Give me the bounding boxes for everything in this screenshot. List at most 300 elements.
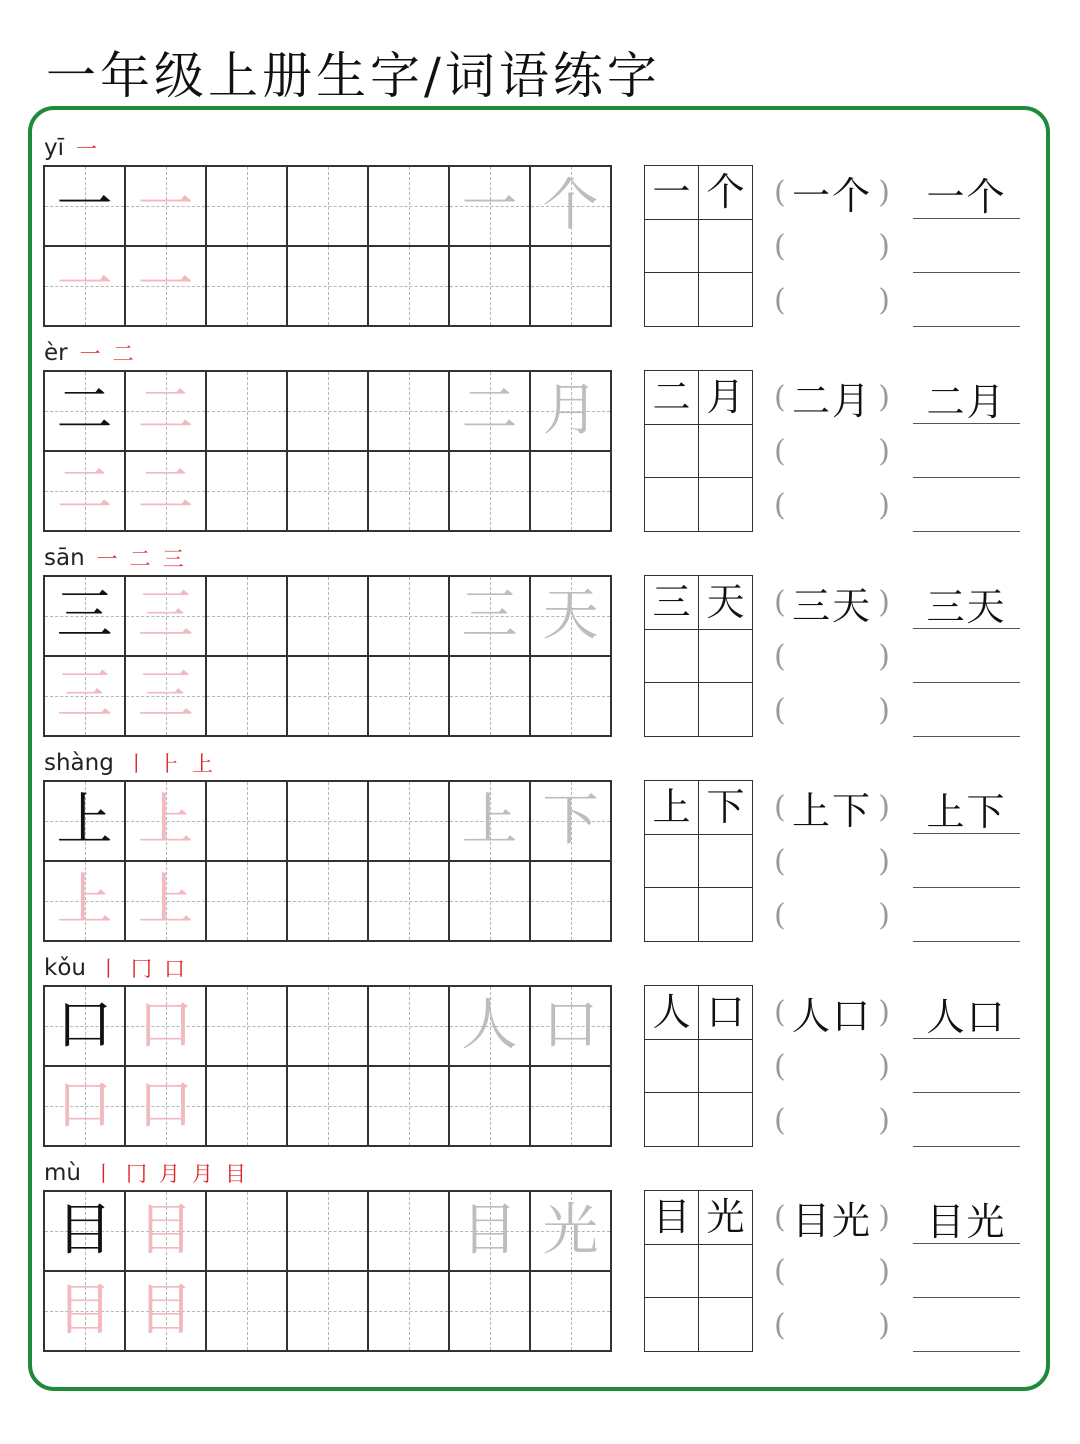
tianzige-cell[interactable] [288, 862, 369, 942]
tianzige-cell[interactable] [45, 782, 126, 862]
tianzige-practice-grid [43, 370, 612, 532]
tianzige-cell[interactable] [126, 1272, 207, 1352]
left-paren: ( [774, 897, 786, 933]
parenthesis-row[interactable] [774, 424, 890, 478]
word-cell[interactable] [645, 576, 699, 630]
word-cell[interactable] [699, 1298, 753, 1352]
stroke-order-step: 月 [191, 1162, 213, 1186]
underline-word: 上下 [926, 790, 1007, 834]
parenthesis-word: 人口 [791, 993, 872, 1038]
right-paren: ) [878, 584, 890, 620]
tianzige-cell[interactable] [207, 452, 288, 532]
stroke-order-step: 二 [112, 342, 134, 366]
ghost-word-character: 人 [461, 993, 518, 1058]
trace-character: 上 [56, 868, 113, 933]
word-cell[interactable] [645, 371, 699, 425]
ghost-word-character: 二 [461, 378, 518, 443]
left-paren: ( [774, 379, 786, 415]
word-cell[interactable] [699, 630, 753, 684]
word-character: 人 [652, 990, 691, 1035]
tianzige-cell[interactable] [450, 167, 531, 247]
underline-practice [913, 575, 1020, 737]
left-paren: ( [774, 433, 786, 469]
parenthesis-practice [774, 165, 890, 327]
trace-character: 上 [137, 868, 194, 933]
word-character: 月 [706, 375, 745, 420]
tianzige-cell[interactable] [207, 577, 288, 657]
tianzige-cell[interactable] [126, 782, 207, 862]
word-cell[interactable] [699, 986, 753, 1040]
tianzige-cell[interactable] [450, 1272, 531, 1352]
tianzige-cell[interactable] [369, 167, 450, 247]
trace-character: 目 [56, 1278, 113, 1343]
right-paren: ) [878, 1048, 890, 1084]
word-character: 口 [706, 990, 745, 1035]
pinyin-label: èr [44, 340, 68, 366]
right-paren: ) [878, 1307, 890, 1343]
trace-character: 一 [56, 253, 113, 318]
model-character: 二 [56, 378, 113, 443]
tianzige-cell[interactable] [288, 247, 369, 327]
tianzige-cell[interactable] [45, 247, 126, 327]
tianzige-cell[interactable] [531, 862, 612, 942]
tianzige-cell[interactable] [450, 657, 531, 737]
tianzige-cell[interactable] [531, 987, 612, 1067]
word-character: 目 [652, 1195, 691, 1240]
tianzige-cell[interactable] [45, 1272, 126, 1352]
writing-line[interactable] [913, 683, 1020, 737]
pinyin-line [44, 951, 185, 985]
parenthesis-row[interactable] [774, 1298, 890, 1352]
word-cell[interactable] [699, 1093, 753, 1147]
parenthesis-row[interactable] [774, 985, 890, 1039]
word-cell[interactable] [645, 1040, 699, 1094]
writing-line[interactable] [913, 1190, 1020, 1244]
word-cell[interactable] [645, 986, 699, 1040]
tianzige-cell[interactable] [288, 452, 369, 532]
tianzige-cell[interactable] [369, 577, 450, 657]
parenthesis-practice [774, 985, 890, 1147]
left-paren: ( [774, 638, 786, 674]
ghost-word-character: 个 [542, 173, 599, 238]
tianzige-cell[interactable] [531, 167, 612, 247]
pinyin-line [44, 1156, 246, 1190]
tianzige-cell[interactable] [288, 1192, 369, 1272]
tianzige-cell[interactable] [369, 452, 450, 532]
right-paren: ) [878, 1102, 890, 1138]
parenthesis-practice [774, 370, 890, 532]
underline-word: 目光 [926, 1200, 1007, 1244]
tianzige-cell[interactable] [450, 1067, 531, 1147]
tianzige-cell[interactable] [450, 372, 531, 452]
model-character: 口 [56, 993, 113, 1058]
tianzige-cell[interactable] [531, 1192, 612, 1272]
parenthesis-row[interactable] [774, 780, 890, 834]
left-paren: ( [774, 1253, 786, 1289]
parenthesis-row[interactable] [774, 834, 890, 888]
pinyin-label: mù [44, 1160, 81, 1186]
parenthesis-row[interactable] [774, 1190, 890, 1244]
tianzige-cell[interactable] [369, 1067, 450, 1147]
writing-line[interactable] [913, 985, 1020, 1039]
tianzige-cell[interactable] [369, 782, 450, 862]
stroke-order-step: 一 [76, 137, 98, 161]
ghost-word-character: 一 [461, 173, 518, 238]
writing-line[interactable] [913, 478, 1020, 532]
parenthesis-row[interactable] [774, 478, 890, 532]
word-practice-grid [644, 575, 753, 737]
word-cell[interactable] [645, 630, 699, 684]
tianzige-cell[interactable] [45, 657, 126, 737]
tianzige-cell[interactable] [450, 577, 531, 657]
tianzige-cell[interactable] [126, 862, 207, 942]
tianzige-cell[interactable] [531, 1272, 612, 1352]
left-paren: ( [774, 1199, 786, 1235]
tianzige-cell[interactable] [45, 452, 126, 532]
word-cell[interactable] [645, 1298, 699, 1352]
writing-line[interactable] [913, 888, 1020, 942]
tianzige-cell[interactable] [126, 987, 207, 1067]
pinyin-line [44, 336, 134, 370]
right-paren: ) [878, 379, 890, 415]
ghost-word-character: 目 [461, 1198, 518, 1263]
tianzige-cell[interactable] [126, 167, 207, 247]
tianzige-cell[interactable] [207, 372, 288, 452]
word-cell[interactable] [645, 888, 699, 942]
character-section [0, 746, 1080, 951]
parenthesis-row[interactable] [774, 370, 890, 424]
writing-line[interactable] [913, 370, 1020, 424]
trace-character: 三 [137, 663, 194, 728]
trace-character: 二 [56, 458, 113, 523]
stroke-order-step: 二 [129, 547, 151, 571]
tianzige-cell[interactable] [369, 247, 450, 327]
writing-line[interactable] [913, 165, 1020, 219]
word-character: 上 [652, 785, 691, 830]
stroke-order-step: 月 [158, 1162, 180, 1186]
tianzige-cell[interactable] [45, 1067, 126, 1147]
tianzige-cell[interactable] [288, 657, 369, 737]
tianzige-cell[interactable] [531, 782, 612, 862]
tianzige-cell[interactable] [288, 1272, 369, 1352]
underline-word: 人口 [926, 995, 1007, 1039]
left-paren: ( [774, 584, 786, 620]
word-cell[interactable] [699, 166, 753, 220]
parenthesis-word: 二月 [791, 378, 872, 423]
character-section [0, 131, 1080, 336]
word-practice-grid [644, 985, 753, 1147]
parenthesis-word: 目光 [791, 1198, 872, 1243]
tianzige-cell[interactable] [207, 1272, 288, 1352]
stroke-order-step: 丨 [92, 1162, 114, 1186]
word-cell[interactable] [645, 273, 699, 327]
parenthesis-row[interactable] [774, 683, 890, 737]
writing-line[interactable] [913, 1244, 1020, 1298]
word-character: 天 [706, 580, 745, 625]
right-paren: ) [878, 692, 890, 728]
stroke-order-step: 一 [96, 547, 118, 571]
tianzige-cell[interactable] [126, 452, 207, 532]
tianzige-cell[interactable] [450, 247, 531, 327]
tianzige-cell[interactable] [288, 987, 369, 1067]
tianzige-cell[interactable] [369, 1272, 450, 1352]
right-paren: ) [878, 487, 890, 523]
stroke-order-step: 冂 [130, 957, 152, 981]
right-paren: ) [878, 789, 890, 825]
tianzige-cell[interactable] [531, 577, 612, 657]
parenthesis-row[interactable] [774, 1244, 890, 1298]
ghost-word-character: 月 [542, 378, 599, 443]
tianzige-cell[interactable] [45, 577, 126, 657]
trace-character: 一 [137, 173, 194, 238]
ghost-word-character: 上 [461, 788, 518, 853]
model-character: 三 [56, 583, 113, 648]
parenthesis-row[interactable] [774, 1039, 890, 1093]
word-practice-grid [644, 165, 753, 327]
model-character: 上 [56, 788, 113, 853]
stroke-order-step: 口 [163, 957, 185, 981]
right-paren: ) [878, 174, 890, 210]
character-section [0, 951, 1080, 1156]
right-paren: ) [878, 994, 890, 1030]
underline-practice [913, 1190, 1020, 1352]
tianzige-cell[interactable] [531, 452, 612, 532]
parenthesis-practice [774, 575, 890, 737]
writing-line[interactable] [913, 1039, 1020, 1093]
character-section [0, 541, 1080, 746]
stroke-order-step: 一 [79, 342, 101, 366]
word-character: 下 [706, 785, 745, 830]
trace-character: 上 [137, 788, 194, 853]
parenthesis-word: 上下 [791, 788, 872, 833]
word-character: 二 [652, 375, 691, 420]
word-cell[interactable] [645, 166, 699, 220]
word-cell[interactable] [699, 576, 753, 630]
ghost-word-character: 下 [542, 788, 599, 853]
tianzige-cell[interactable] [126, 1067, 207, 1147]
parenthesis-row[interactable] [774, 273, 890, 327]
tianzige-cell[interactable] [207, 1067, 288, 1147]
tianzige-cell[interactable] [531, 247, 612, 327]
writing-line[interactable] [913, 1298, 1020, 1352]
pinyin-line [44, 131, 97, 165]
word-cell[interactable] [699, 888, 753, 942]
word-cell[interactable] [699, 273, 753, 327]
parenthesis-word: 三天 [791, 583, 872, 628]
writing-line[interactable] [913, 1093, 1020, 1147]
tianzige-cell[interactable] [207, 862, 288, 942]
character-section [0, 1156, 1080, 1361]
tianzige-cell[interactable] [531, 372, 612, 452]
word-practice-grid [644, 370, 753, 532]
right-paren: ) [878, 638, 890, 674]
parenthesis-row[interactable] [774, 888, 890, 942]
pinyin-label: yī [44, 135, 65, 161]
word-cell[interactable] [699, 371, 753, 425]
writing-line[interactable] [913, 834, 1020, 888]
parenthesis-row[interactable] [774, 219, 890, 273]
pinyin-line [44, 746, 213, 780]
right-paren: ) [878, 433, 890, 469]
tianzige-cell[interactable] [45, 862, 126, 942]
trace-character: 二 [137, 458, 194, 523]
tianzige-cell[interactable] [288, 167, 369, 247]
parenthesis-row[interactable] [774, 1093, 890, 1147]
model-character: 一 [56, 173, 113, 238]
trace-character: 二 [137, 378, 194, 443]
right-paren: ) [878, 1199, 890, 1235]
word-character: 光 [706, 1195, 745, 1240]
tianzige-cell[interactable] [45, 167, 126, 247]
underline-practice [913, 780, 1020, 942]
word-character: 个 [706, 170, 745, 215]
left-paren: ( [774, 487, 786, 523]
parenthesis-row[interactable] [774, 575, 890, 629]
trace-character: 口 [137, 993, 194, 1058]
writing-line[interactable] [913, 575, 1020, 629]
word-cell[interactable] [699, 1191, 753, 1245]
writing-line[interactable] [913, 629, 1020, 683]
tianzige-cell[interactable] [207, 657, 288, 737]
word-cell[interactable] [645, 1093, 699, 1147]
tianzige-cell[interactable] [369, 657, 450, 737]
word-cell[interactable] [699, 1040, 753, 1094]
tianzige-cell[interactable] [450, 452, 531, 532]
left-paren: ( [774, 994, 786, 1030]
left-paren: ( [774, 1102, 786, 1138]
parenthesis-row[interactable] [774, 165, 890, 219]
tianzige-practice-grid [43, 780, 612, 942]
tianzige-cell[interactable] [45, 987, 126, 1067]
tianzige-cell[interactable] [450, 1192, 531, 1272]
left-paren: ( [774, 174, 786, 210]
word-practice-grid [644, 780, 753, 942]
word-cell[interactable] [645, 781, 699, 835]
ghost-word-character: 光 [542, 1198, 599, 1263]
stroke-order-step: 目 [224, 1162, 246, 1186]
word-cell[interactable] [645, 683, 699, 737]
word-character: 一 [652, 170, 691, 215]
character-section [0, 336, 1080, 541]
writing-line[interactable] [913, 780, 1020, 834]
writing-line[interactable] [913, 424, 1020, 478]
tianzige-cell[interactable] [531, 1067, 612, 1147]
tianzige-cell[interactable] [450, 862, 531, 942]
pinyin-line [44, 541, 184, 575]
tianzige-cell[interactable] [288, 782, 369, 862]
left-paren: ( [774, 1048, 786, 1084]
writing-line[interactable] [913, 219, 1020, 273]
word-cell[interactable] [699, 1245, 753, 1299]
trace-character: 口 [56, 1073, 113, 1138]
word-cell[interactable] [645, 1245, 699, 1299]
word-cell[interactable] [699, 683, 753, 737]
parenthesis-practice [774, 1190, 890, 1352]
parenthesis-practice [774, 780, 890, 942]
tianzige-cell[interactable] [45, 372, 126, 452]
pinyin-label: shàng [44, 750, 114, 776]
ghost-word-character: 口 [542, 993, 599, 1058]
underline-word: 三天 [926, 585, 1007, 629]
word-cell[interactable] [699, 478, 753, 532]
pinyin-label: sān [44, 545, 85, 571]
parenthesis-row[interactable] [774, 629, 890, 683]
tianzige-cell[interactable] [369, 862, 450, 942]
right-paren: ) [878, 1253, 890, 1289]
tianzige-cell[interactable] [126, 372, 207, 452]
tianzige-cell[interactable] [369, 987, 450, 1067]
left-paren: ( [774, 282, 786, 318]
underline-practice [913, 165, 1020, 327]
right-paren: ) [878, 843, 890, 879]
tianzige-cell[interactable] [207, 1192, 288, 1272]
left-paren: ( [774, 789, 786, 825]
word-cell[interactable] [699, 781, 753, 835]
stroke-order-step: 上 [191, 752, 213, 776]
tianzige-cell[interactable] [126, 577, 207, 657]
left-paren: ( [774, 692, 786, 728]
tianzige-cell[interactable] [207, 167, 288, 247]
underline-practice [913, 370, 1020, 532]
stroke-order-step: 丨 [125, 752, 147, 776]
word-cell[interactable] [645, 220, 699, 274]
word-cell[interactable] [699, 220, 753, 274]
stroke-order-step: 冂 [125, 1162, 147, 1186]
tianzige-cell[interactable] [369, 372, 450, 452]
tianzige-cell[interactable] [207, 987, 288, 1067]
tianzige-cell[interactable] [369, 1192, 450, 1272]
writing-line[interactable] [913, 273, 1020, 327]
trace-character: 口 [137, 1073, 194, 1138]
ghost-word-character: 天 [542, 583, 599, 648]
tianzige-cell[interactable] [288, 577, 369, 657]
tianzige-cell[interactable] [450, 782, 531, 862]
tianzige-cell[interactable] [126, 1192, 207, 1272]
stroke-order-step: 三 [162, 547, 184, 571]
word-cell[interactable] [645, 835, 699, 889]
trace-character: 目 [137, 1278, 194, 1343]
tianzige-practice-grid [43, 165, 612, 327]
left-paren: ( [774, 228, 786, 264]
tianzige-cell[interactable] [126, 657, 207, 737]
trace-character: 三 [137, 583, 194, 648]
tianzige-cell[interactable] [207, 782, 288, 862]
word-cell[interactable] [645, 425, 699, 479]
right-paren: ) [878, 228, 890, 264]
tianzige-cell[interactable] [207, 247, 288, 327]
trace-character: 一 [137, 253, 194, 318]
tianzige-cell[interactable] [450, 987, 531, 1067]
tianzige-cell[interactable] [288, 1067, 369, 1147]
tianzige-cell[interactable] [531, 657, 612, 737]
word-cell[interactable] [645, 478, 699, 532]
tianzige-cell[interactable] [45, 1192, 126, 1272]
tianzige-practice-grid [43, 575, 612, 737]
tianzige-cell[interactable] [126, 247, 207, 327]
word-cell[interactable] [699, 425, 753, 479]
right-paren: ) [878, 282, 890, 318]
left-paren: ( [774, 1307, 786, 1343]
pinyin-label: kǒu [44, 955, 86, 981]
stroke-order-step: 丨 [97, 957, 119, 981]
stroke-order-step: ⺊ [158, 752, 180, 776]
word-cell[interactable] [699, 835, 753, 889]
word-cell[interactable] [645, 1191, 699, 1245]
trace-character: 目 [137, 1198, 194, 1263]
tianzige-practice-grid [43, 1190, 612, 1352]
underline-word: 一个 [926, 175, 1007, 219]
tianzige-cell[interactable] [288, 372, 369, 452]
